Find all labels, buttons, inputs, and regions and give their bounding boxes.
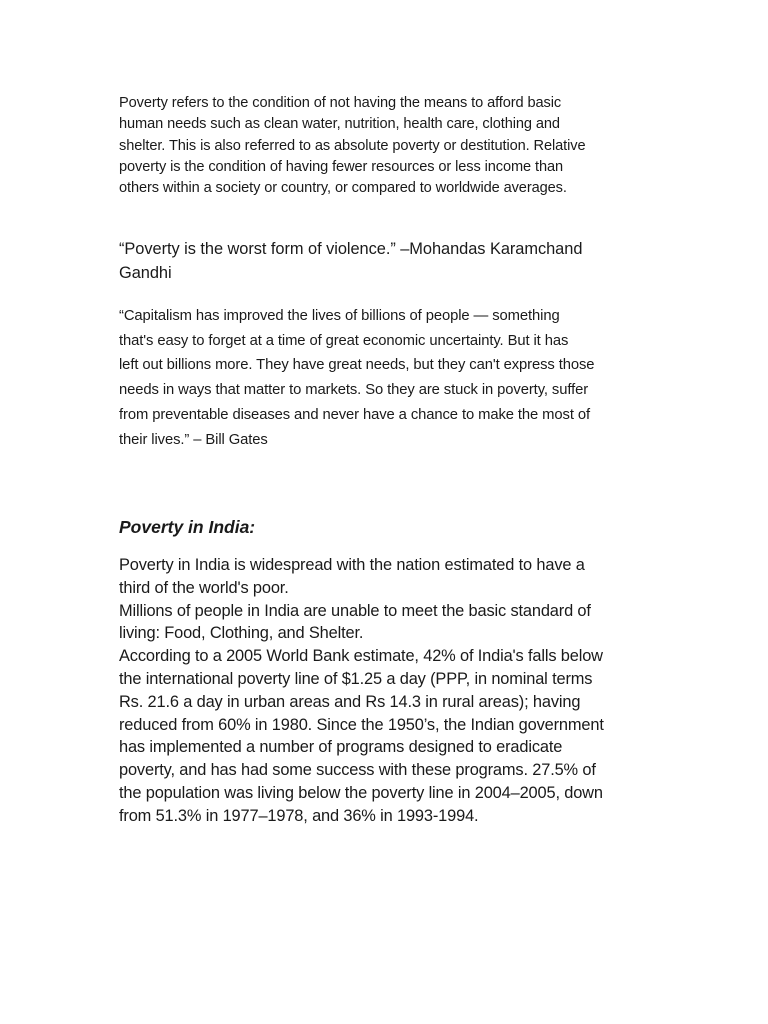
gates-quote [119,304,659,452]
text-line: needs in ways that matter to markets. So they are stuck in poverty, suffer [119,382,589,399]
text-line: left out billions more. They have great needs, but they can't express those [119,357,595,374]
text-line: “Capitalism has improved the lives of billions of people — something [119,308,560,324]
text-line: human needs such as clean water, nutrition, health care, clothing and [119,116,560,133]
text-line: their lives.” – Bill Gates [119,431,268,448]
text-line: from 51.3% in 1977–1978, and 36% in 1993-1994. [119,806,479,825]
section-heading: Poverty in India: [119,517,256,537]
text-line: “Poverty is the worst form of violence.” –Mohandas Karamchand [119,240,583,258]
text-line: Poverty refers to the condition of not having the means to afford basic [119,95,562,111]
text-line: living: Food, Clothing, and Shelter. [119,624,364,643]
text-line: has implemented a number of programs designed to eradicate [119,738,563,757]
text-line: shelter. This is also referred to as absolute poverty or destitution. Relative [119,137,586,154]
text-line: Rs. 21.6 a day in urban areas and Rs 14.3 in rural areas); having [119,692,581,711]
text-line: others within a society or country, or compared to worldwide averages. [119,180,567,197]
text-line: Poverty in India is widespread with the nation estimated to have a [119,556,585,574]
text-line: from preventable diseases and never have a chance to make the most of [119,406,590,423]
text-line: reduced from 60% in 1980. Since the 1950’s, the Indian government [119,715,604,734]
text-line: the population was living below the poverty line in 2004–2005, down [119,783,603,802]
text-line: poverty is the condition of having fewer resources or less income than [119,158,564,175]
text-line: Millions of people in India are unable to meet the basic standard of [119,601,591,620]
text-line: third of the world's poor. [119,578,289,597]
intro-paragraph [119,93,659,199]
text-line: Gandhi [119,264,172,282]
text-line: the international poverty line of $1.25 a day (PPP, in nominal terms [119,669,593,688]
india-paragraph [119,554,659,828]
gandhi-quote [119,237,659,285]
text-line: According to a 2005 World Bank estimate, 42% of India's falls below [119,647,603,666]
text-line: that's easy to forget at a time of great economic uncertainty. But it has [119,332,569,349]
text-line: poverty, and has had some success with these programs. 27.5% of [119,761,596,780]
